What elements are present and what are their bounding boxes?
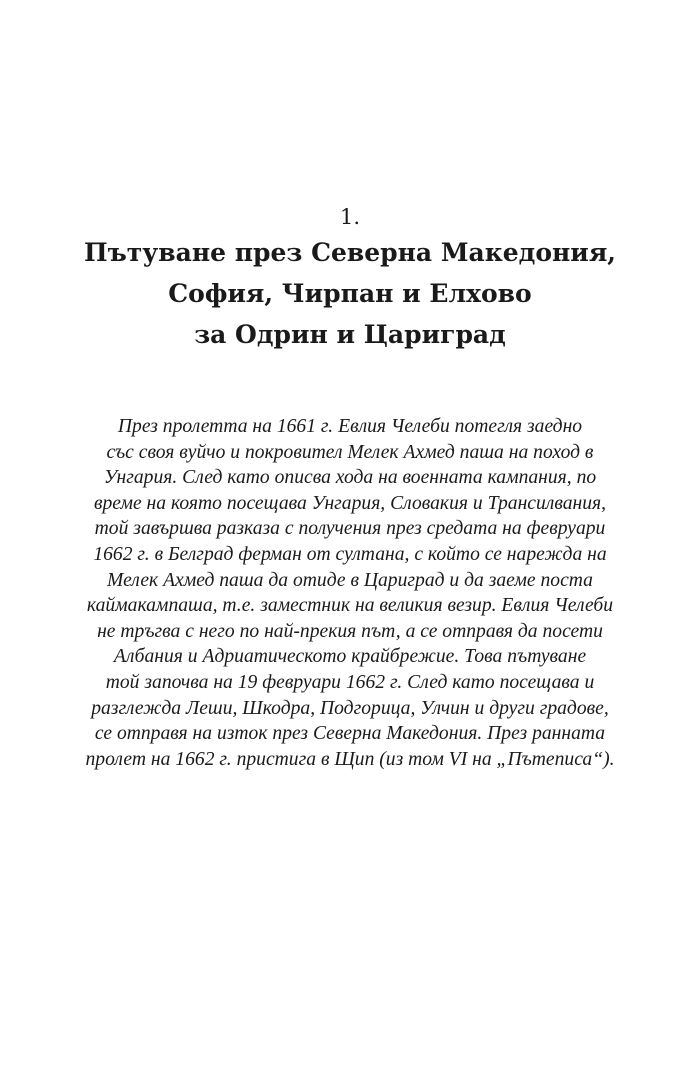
chapter-title-line: София, Чирпан и Елхово	[168, 279, 532, 308]
intro-line: време на която посещава Унгария, Словакия и Трансилвания,	[93, 492, 607, 514]
intro-line: разглежда Леши, Шкодра, Подгорица, Улчин и други градове,	[91, 697, 609, 719]
chapter-title	[60, 232, 640, 355]
chapter-number: 1.	[339, 205, 361, 229]
intro-line: Албания и Адриатическото крайбрежие. Това пътуване	[113, 646, 587, 668]
intro-line: той завършва разказа с получения през средата на февруари	[94, 518, 606, 540]
intro-line: той започва на 19 февруари 1662 г. След като посещава и	[105, 671, 595, 693]
chapter-title-line: Пътуване през Северна Македония,	[83, 238, 617, 267]
intro-line: не тръгва с него по най-прекия път, а се отправя да посети	[97, 620, 603, 642]
intro-line: пролет на 1662 г. пристига в Щип (из том VI на „Пътеписа“).	[85, 748, 615, 770]
intro-line: се отправя на изток през Северна Македония. През ранната	[94, 723, 606, 745]
intro-line: със своя вуйчо и покровител Мелек Ахмед паша на поход в	[106, 441, 594, 463]
chapter-intro-paragraph	[80, 414, 620, 772]
intro-line: Мелек Ахмед паша да отиде в Цариград и да заеме поста	[107, 569, 593, 591]
intro-line: 1662 г. в Белград ферман от султана, с който се нарежда на	[93, 543, 607, 565]
intro-line: През пролетта на 1661 г. Евлия Челеби потегля заедно	[117, 416, 583, 437]
intro-line: каймакампаша, т.е. заместник на великия везир. Евлия Челеби	[86, 595, 614, 617]
chapter-title-line: за Одрин и Цариград	[194, 320, 506, 349]
intro-line: Унгария. След като описва хода на военната кампания, по	[103, 467, 597, 489]
